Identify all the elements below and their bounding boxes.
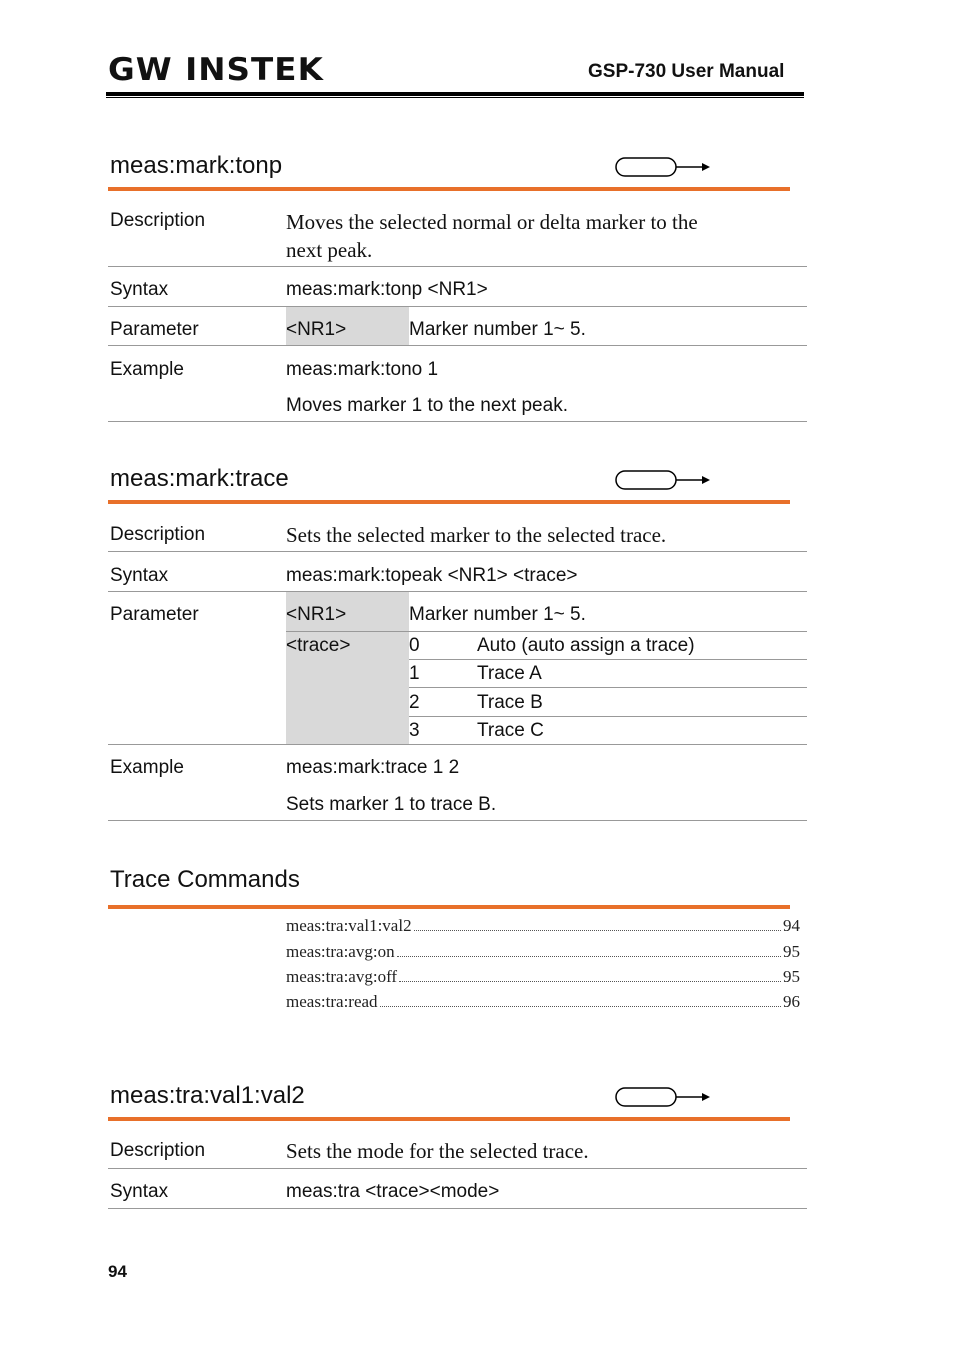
section-rule xyxy=(108,905,790,909)
page-number: 94 xyxy=(108,1262,127,1281)
example-label: Example xyxy=(110,757,184,778)
set-command-arrow-icon xyxy=(615,1085,711,1109)
trace-option-value: 3 xyxy=(409,720,420,741)
row-divider xyxy=(108,551,807,552)
example-description: Sets marker 1 to trace B. xyxy=(286,794,497,815)
param-name: <NR1> xyxy=(286,604,347,625)
section-title-tonp: meas:mark:tonp xyxy=(110,152,283,179)
toc-entry-name: meas:tra:val1:val2 xyxy=(286,916,412,935)
param-name: <trace> xyxy=(286,635,351,656)
trace-option-value: 1 xyxy=(409,663,420,684)
toc-entry-name: meas:tra:read xyxy=(286,992,378,1011)
syntax-text: meas:mark:topeak <NR1> <trace> xyxy=(286,565,578,586)
set-command-arrow-icon xyxy=(615,155,711,179)
toc-entry-page: 96 xyxy=(783,992,800,1011)
row-divider xyxy=(108,1208,807,1209)
section-rule xyxy=(108,187,790,191)
toc-entry[interactable] xyxy=(286,992,800,1012)
trace-option-desc: Trace C xyxy=(477,720,544,741)
row-divider xyxy=(108,744,807,745)
parameter-label: Parameter xyxy=(110,319,199,340)
toc-entry-name: meas:tra:avg:off xyxy=(286,967,398,986)
description-label: Description xyxy=(110,524,206,545)
toc-entry-page: 95 xyxy=(783,942,800,961)
description-line: Moves the selected normal or delta marker to the xyxy=(286,210,698,234)
syntax-label: Syntax xyxy=(110,279,169,300)
toc-entry-page: 95 xyxy=(783,967,800,986)
row-divider xyxy=(286,631,807,632)
section-rule xyxy=(108,500,790,504)
toc-entry[interactable] xyxy=(286,916,800,936)
trace-option-desc: Auto (auto assign a trace) xyxy=(477,635,695,656)
param-name: <NR1> xyxy=(286,319,347,340)
brand-logo: GW INSTEK xyxy=(108,52,324,88)
set-command-arrow-icon xyxy=(615,468,711,492)
parameter-label: Parameter xyxy=(110,604,199,625)
example-command: meas:mark:trace 1 2 xyxy=(286,757,460,778)
param-desc: Marker number 1~ 5. xyxy=(409,604,586,625)
header-rule xyxy=(106,92,804,96)
row-divider xyxy=(108,306,807,307)
row-divider xyxy=(108,820,807,821)
description-label: Description xyxy=(110,210,206,231)
syntax-text: meas:mark:tonp <NR1> xyxy=(286,279,488,300)
toc-entry-page: 94 xyxy=(783,916,800,935)
row-divider xyxy=(108,266,807,267)
example-description: Moves marker 1 to the next peak. xyxy=(286,395,568,416)
example-label: Example xyxy=(110,359,184,380)
toc-leader xyxy=(414,930,781,931)
row-divider xyxy=(409,687,807,688)
row-divider xyxy=(108,591,807,592)
row-divider xyxy=(409,659,807,660)
description-text: Sets the selected marker to the selected trace. xyxy=(286,523,667,547)
trace-option-value: 0 xyxy=(409,635,420,656)
section-title-tra-val: meas:tra:val1:val2 xyxy=(110,1082,305,1109)
description-line: next peak. xyxy=(286,238,373,262)
description-text xyxy=(286,208,806,264)
section-title-trace: meas:mark:trace xyxy=(110,465,289,492)
toc-entry[interactable] xyxy=(286,942,800,962)
trace-option-desc: Trace B xyxy=(477,692,543,713)
document-title: GSP-730 User Manual xyxy=(588,61,785,82)
toc-entry-name: meas:tra:avg:on xyxy=(286,942,395,961)
toc-leader xyxy=(380,1006,781,1007)
header-rule-thin xyxy=(106,97,804,98)
trace-option-desc: Trace A xyxy=(477,663,542,684)
syntax-label: Syntax xyxy=(110,1181,169,1202)
param-desc: Marker number 1~ 5. xyxy=(409,319,586,340)
trace-option-value: 2 xyxy=(409,692,420,713)
trace-commands-title: Trace Commands xyxy=(110,866,300,893)
description-text: Sets the mode for the selected trace. xyxy=(286,1139,589,1163)
description-label: Description xyxy=(110,1140,206,1161)
row-divider xyxy=(108,345,807,346)
row-divider xyxy=(409,716,807,717)
syntax-text: meas:tra <trace><mode> xyxy=(286,1181,500,1202)
section-rule xyxy=(108,1117,790,1121)
example-command: meas:mark:tono 1 xyxy=(286,359,439,380)
row-divider xyxy=(108,1168,807,1169)
row-divider xyxy=(108,421,807,422)
syntax-label: Syntax xyxy=(110,565,169,586)
toc-entry[interactable] xyxy=(286,967,800,987)
toc-leader xyxy=(397,956,781,957)
toc-leader xyxy=(399,981,781,982)
